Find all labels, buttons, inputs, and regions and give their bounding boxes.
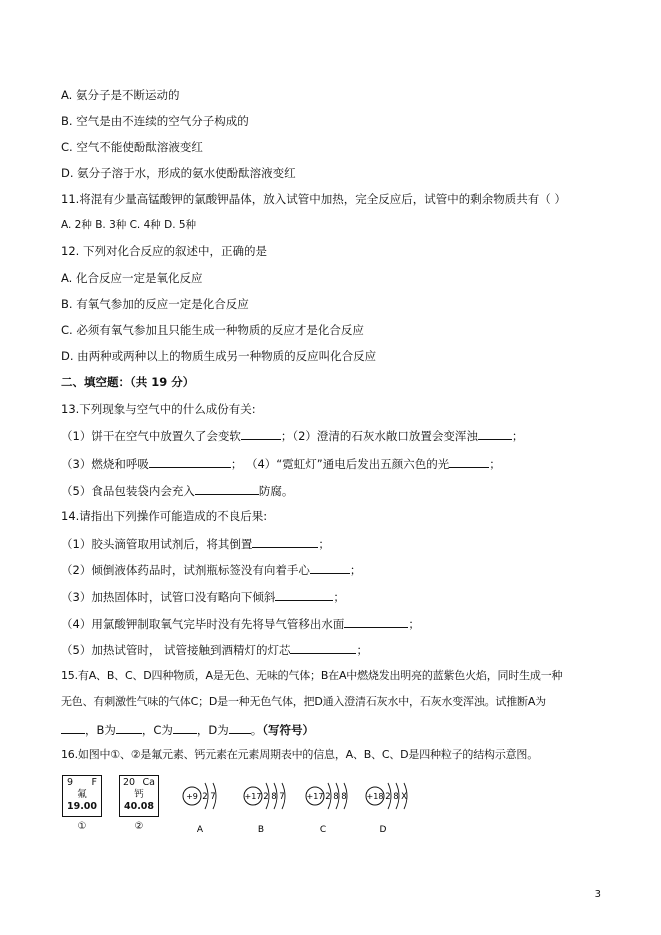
q16-stem: 16.如图中①、②是氟元素、钙元素在元素周期表中的信息，A、B、C、D是四种粒子的结构示意图。 (61, 748, 539, 761)
answer-blank[interactable] (252, 535, 318, 548)
answer-blank[interactable] (478, 427, 512, 440)
electron-count: 2 (263, 792, 269, 802)
caption-1: ① (77, 821, 87, 832)
semicolon: ； (489, 457, 501, 471)
answer-blank[interactable] (449, 455, 489, 468)
q11-stem: 11.将混有少量高锰酸钾的氯酸钾晶体，放入试管中加热，完全反应后，试管中的剩余物质共有（ ） (61, 192, 566, 206)
element-name: 钙 (134, 789, 144, 800)
q15-note: （写符号） (262, 723, 315, 737)
answer-blank[interactable] (290, 641, 356, 654)
answer-blank[interactable] (241, 427, 281, 440)
q15-b-label: ，B为 (85, 723, 116, 737)
electron-count: 7 (279, 792, 285, 802)
q14-item-2-text: （2）倾倒液体药品时，试剂瓶标签没有向着手心 (61, 563, 310, 577)
q15-c-label: ，C为 (141, 723, 173, 737)
diagram-caption: A (196, 825, 204, 835)
answer-blank[interactable] (310, 561, 350, 574)
fluorine-element-cell (62, 775, 102, 817)
answer-blank-a[interactable] (61, 721, 85, 734)
q13-row-2 (61, 455, 501, 472)
nucleus-charge: +17 (306, 792, 324, 801)
nucleus-charge: +9 (186, 792, 198, 801)
q12-option-c: C. 必须有氧气参加且只能生成一种物质的反应才是化合反应 (61, 323, 364, 337)
semicolon: ； (333, 590, 345, 604)
q14-item-4-text: （4）用氯酸钾制取氧气完毕时没有先将导气管移出水面 (61, 617, 345, 631)
q10-option-b: B. 空气是由不连续的空气分子构成的 (61, 114, 249, 128)
q14-item-2 (61, 561, 361, 578)
answer-blank[interactable] (195, 482, 259, 495)
nucleus-charge: +18 (366, 792, 384, 801)
semicolon: ； (356, 643, 368, 657)
q13-item-2: ；（2）澄清的石灰水敞口放置会变浑浊 (280, 429, 478, 443)
q13-item-3: （3）燃烧和呼吸 (61, 457, 149, 471)
answer-blank[interactable] (344, 615, 408, 628)
semicolon: ； (511, 429, 524, 443)
q14-item-5 (61, 641, 368, 658)
q11-options: A. 2种 B. 3种 C. 4种 D. 5种 (61, 219, 197, 231)
calcium-element-cell (119, 775, 159, 817)
q14-stem: 14.请指出下列操作可能造成的不良后果: (61, 509, 268, 523)
q14-item-1 (61, 535, 330, 552)
q10-option-a: A. 氨分子是不断运动的 (61, 88, 180, 102)
electron-count: 7 (210, 792, 216, 802)
q14-item-4 (61, 615, 420, 632)
q15-period: 。 (250, 723, 263, 737)
electron-count: 2 (385, 792, 391, 802)
q13-row-1 (61, 427, 523, 444)
answer-blank-b[interactable] (116, 721, 142, 734)
q13-item-5: （5）食品包装袋内会充入 (61, 484, 195, 498)
q15-line-2: 无色、有刺激性气味的气体C；D是一种无色气体，把D通入澄清石灰水中，石灰水变浑浊。试推断A为 (61, 695, 546, 708)
q15-d-label: ，D为 (196, 723, 229, 737)
page-number: 3 (594, 889, 601, 900)
answer-blank-d[interactable] (229, 721, 251, 734)
answer-blank[interactable] (149, 455, 231, 468)
element-symbol: Ca (142, 777, 155, 788)
caption-2: ② (134, 821, 144, 832)
q14-item-3 (61, 588, 345, 605)
electron-count: X (401, 792, 407, 802)
answer-blank-c[interactable] (173, 721, 197, 734)
q13-row-3 (61, 482, 293, 499)
element-symbol: F (91, 777, 97, 788)
diagram-caption: B (257, 825, 265, 835)
atomic-number: 20 (123, 777, 136, 788)
q15-line-1: 15.有A、B、C、D四种物质，A是无色、无味的气体；B在A中燃烧发出明亮的蓝紫色火焰，同时生成一种 (61, 669, 563, 682)
q14-item-3-text: （3）加热固体时，试管口没有略向下倾斜 (61, 590, 276, 604)
answer-blank[interactable] (275, 588, 333, 601)
atomic-number: 9 (67, 777, 74, 788)
atom-diagram-a (183, 783, 216, 835)
q14-item-5-text: （5）加热试管时， 试管接触到酒精灯的灯芯 (61, 643, 291, 657)
semicolon: ； (349, 563, 362, 577)
electron-count: 8 (333, 792, 339, 802)
atom-diagram-c (306, 783, 347, 835)
q14-item-1-text: （1）胶头滴管取用试剂后，将其倒置 (61, 537, 253, 551)
q12-stem: 12. 下列对化合反应的叙述中，正确的是 (61, 244, 267, 258)
electron-count: 8 (271, 792, 277, 802)
q12-option-a: A. 化合反应一定是氧化反应 (61, 271, 203, 285)
electron-count: 2 (325, 792, 331, 802)
q13-item-1: （1）饼干在空气中放置久了会变软 (61, 429, 241, 443)
q13-item-4: ； （4）“霓虹灯”通电后发出五颜六色的光 (230, 457, 450, 471)
atom-structure-diagrams (175, 770, 425, 840)
electron-count: 8 (341, 792, 347, 802)
atomic-mass: 40.08 (123, 801, 155, 812)
q15-line-3 (61, 721, 314, 738)
section-2-title: 二、填空题：（共 19 分） (61, 375, 195, 389)
atomic-mass: 19.00 (66, 801, 98, 812)
q10-option-c: C. 空气不能使酚酞溶液变红 (61, 140, 203, 154)
atom-diagram-d (366, 783, 407, 835)
electron-count: 8 (393, 792, 399, 802)
q13-stem: 13.下列现象与空气中的什么成份有关: (61, 402, 256, 416)
diagram-caption: C (319, 825, 327, 835)
diagram-caption: D (379, 825, 387, 835)
semicolon: ； (408, 617, 420, 631)
electron-count: 2 (202, 792, 208, 802)
nucleus-charge: +17 (244, 792, 262, 801)
q10-option-d: D. 氨分子溶于水，形成的氨水使酚酞溶液变红 (61, 166, 296, 180)
atom-diagram-b (244, 783, 285, 835)
semicolon: ； (318, 537, 330, 551)
element-name: 氟 (77, 789, 87, 800)
q12-option-b: B. 有氧气参加的反应一定是化合反应 (61, 297, 249, 311)
q12-option-d: D. 由两种或两种以上的物质生成另一种物质的反应叫化合反应 (61, 349, 377, 363)
q13-item-5-end: 防腐。 (258, 484, 294, 498)
